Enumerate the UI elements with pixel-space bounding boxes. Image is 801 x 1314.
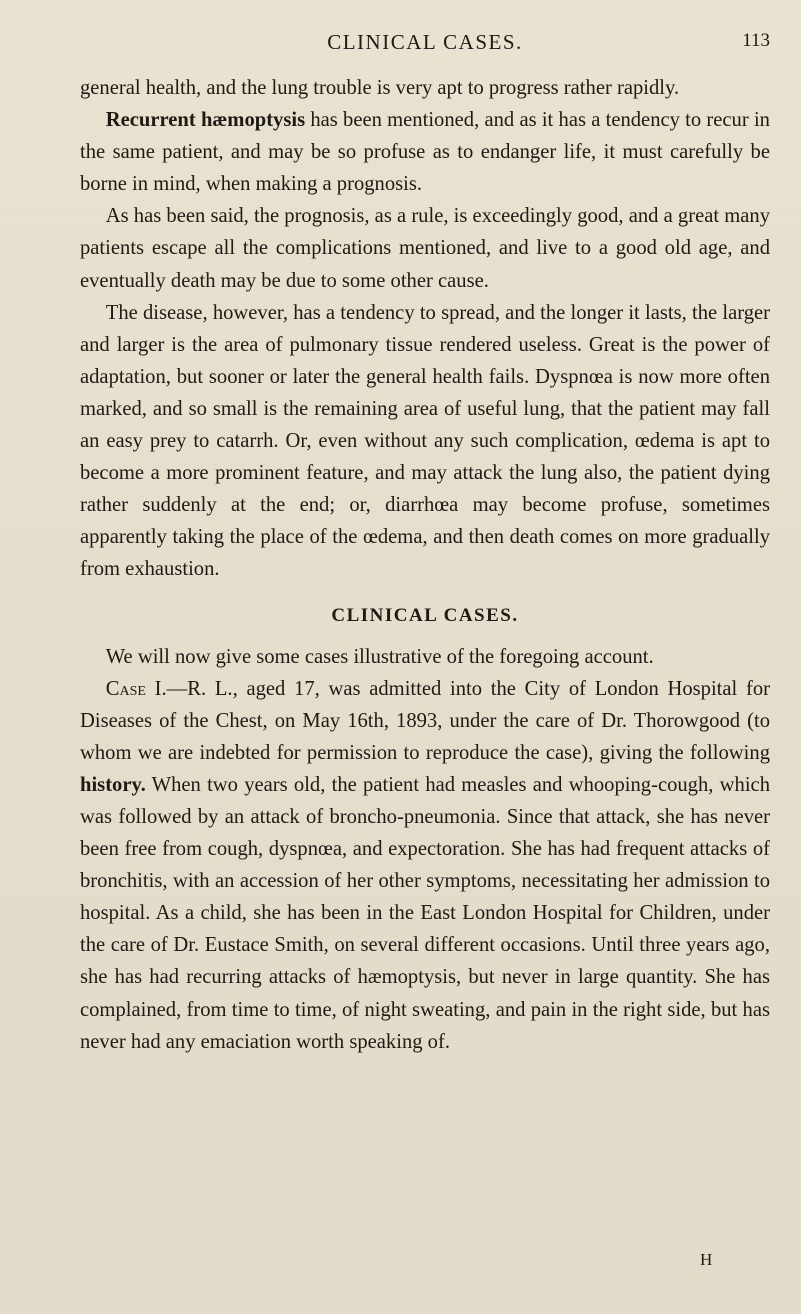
paragraph-section-intro: We will now give some cases illustrative of the foregoing account. [105, 645, 654, 668]
running-title: CLINICAL CASES. [327, 30, 523, 54]
section-heading: CLINICAL CASES. [331, 604, 519, 626]
paragraph-recurrent-haemoptysis [80, 104, 770, 200]
signature-mark: H [700, 1250, 713, 1269]
page-number: 113 [742, 30, 770, 51]
paragraph-lead-term: Recurrent hæmoptysis [105, 109, 306, 132]
paragraph-text: has been mentioned, and as it has a tendency to recur in the same patient, and may be so profuse as to endanger life, it must carefully be borne in mind, when making a prognosis. [80, 109, 770, 196]
paragraph-prognosis: As has been said, the prognosis, as a rule, is exceedingly good, and a great many patients escape all the complications mentioned, and live to a good old age, and eventually death may be due to some other cause. [80, 205, 770, 292]
paragraph-case-one [80, 673, 770, 1058]
case-label: Case I. [105, 677, 167, 700]
paragraph-continuation: general health, and the lung trouble is very apt to progress rather rapidly. [80, 77, 680, 99]
case-text-part1: —R. L., aged 17, was admitted into the City of London Hospital for Diseases of the Chest, on May 16th, 1893, under the care of Dr. Thorowgood (to whom we are indebted for permission to reproduce the case), giving the following [80, 677, 770, 764]
case-text-part2: When two years old, the patient had measles and whooping-cough, which was followed by an attack of broncho-pneumonia. Since that attack, she has never been free from cough, dyspnœa, and expectoration. She has had frequent attacks of bronchitis, with an accession of her other symptoms, necessitating her admission to hospital. As a child, she has been in the East London Hospital for Children, under the care of Dr. Eustace Smith, on several different occasions. Until three years ago, she has had recurring attacks of hæmoptysis, but never in large quantity. She has complained, from time to time, of night sweating, and pain in the right side, but has never had any emaciation worth speaking of. [80, 773, 770, 1053]
case-history-term: history. [80, 773, 146, 796]
page-header [80, 30, 770, 60]
paragraph-disease-spread: The disease, however, has a tendency to spread, and the longer it lasts, the larger and larger is the area of pulmonary tissue rendered useless. Great is the power of adaptation, but sooner or later the general health fails. Dyspnœa is now more often marked, and so small is the remaining area of useful lung, that the patient may fall an easy prey to catarrh. Or, even without any such complication, œdema is apt to become a more prominent feature, and may attack the lung also, the patient dying rather suddenly at the end; or, diarrhœa may become profuse, sometimes apparently taking the place of the œdema, and then death comes on more gradually from exhaustion. [80, 301, 770, 581]
page-body [80, 72, 770, 1058]
